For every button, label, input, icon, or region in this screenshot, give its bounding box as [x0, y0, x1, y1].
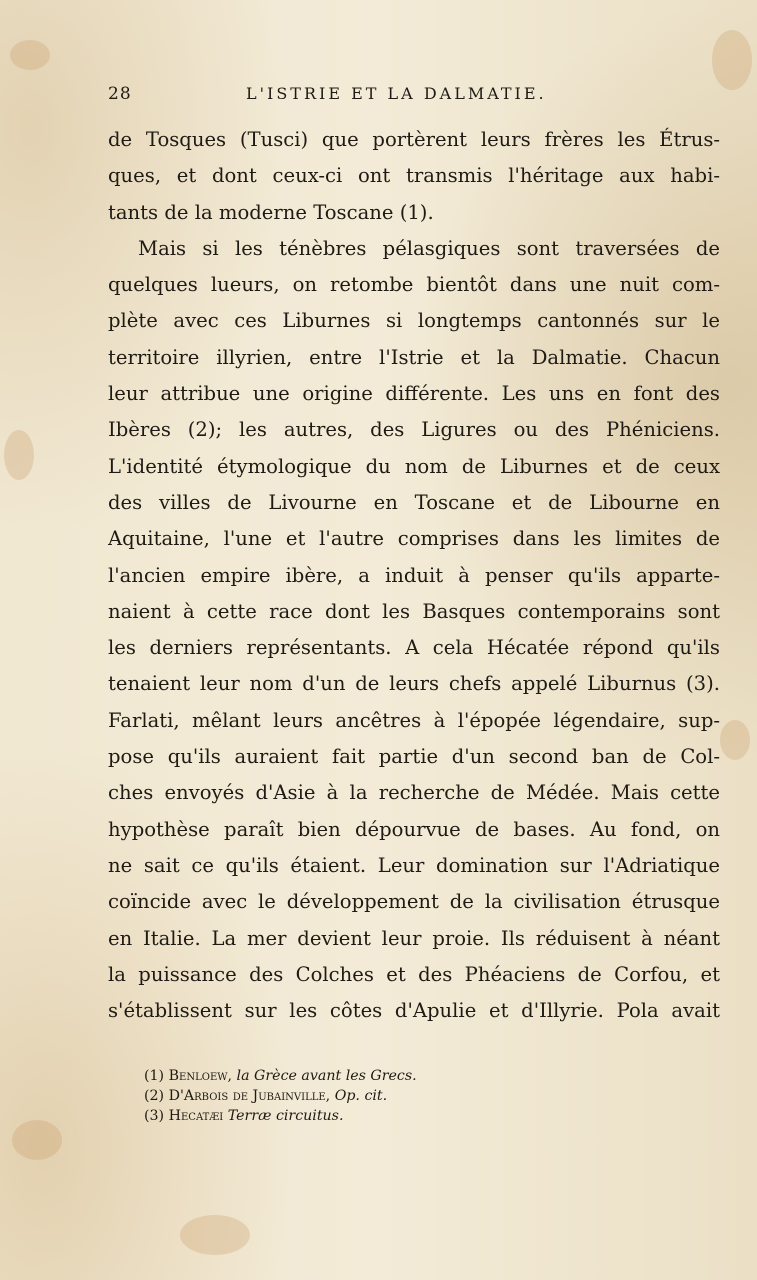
text-line: Mais si les ténèbres pélasgiques sont traversées de — [138, 236, 720, 260]
text-line: plète avec ces Liburnes si longtemps cantonnés sur le — [108, 309, 720, 333]
footnote-marker: (2) — [144, 1088, 165, 1104]
footnote-marker: (1) — [144, 1068, 165, 1084]
text-line: territoire illyrien, entre l'Istrie et la Dalmatie. Chacun — [108, 345, 720, 369]
footnote-author: D'Arbois de Jubainville, — [168, 1088, 331, 1104]
text-line: tenaient leur nom d'un de leurs chefs appelé Liburnus (3). — [108, 672, 720, 696]
text-line: Ibères (2); les autres, des Ligures ou des Phéniciens. — [108, 418, 720, 442]
footnote-author: Hecatæi — [168, 1108, 224, 1124]
text-line: hypothèse paraît bien dépourvue de bases. Au fond, on — [108, 817, 720, 841]
body-text — [108, 122, 720, 1029]
text-line: naient à cette race dont les Basques contemporains sont — [108, 599, 720, 623]
text-line: tants de la moderne Toscane (1). — [108, 200, 434, 224]
footnote — [144, 1066, 564, 1086]
text-line: coïncide avec le développement de la civilisation étrusque — [108, 890, 720, 914]
footnote-marker: (3) — [144, 1108, 165, 1124]
footnote — [144, 1086, 564, 1106]
foxing-stain — [180, 1215, 250, 1255]
text-line: l'ancien empire ibère, a induit à penser qu'ils apparte- — [108, 563, 720, 587]
footnote-work: Op. cit. — [334, 1088, 388, 1104]
text-line: leur attribue une origine différente. Les uns en font des — [108, 382, 720, 406]
text-line: Farlati, mêlant leurs ancêtres à l'épopée légendaire, sup- — [108, 708, 720, 732]
text-line: des villes de Livourne en Toscane et de Libourne en — [108, 490, 720, 514]
running-title: L'ISTRIE ET LA DALMATIE. — [246, 84, 547, 103]
text-line: ne sait ce qu'ils étaient. Leur domination sur l'Adriatique — [108, 853, 720, 877]
text-line: L'identité étymologique du nom de Liburnes et de ceux — [108, 454, 720, 478]
text-line: Aquitaine, l'une et l'autre comprises dans les limites de — [108, 527, 720, 551]
foxing-stain — [720, 720, 750, 760]
foxing-stain — [12, 1120, 62, 1160]
text-line: en Italie. La mer devient leur proie. Ils réduisent à néant — [108, 926, 720, 950]
footnote-author: Benloew, — [168, 1068, 233, 1084]
text-line: ques, et dont ceux-ci ont transmis l'héritage aux habi- — [108, 164, 720, 188]
running-head — [108, 84, 720, 110]
text-line: pose qu'ils auraient fait partie d'un second ban de Col- — [108, 745, 720, 769]
text-line: la puissance des Colches et des Phéaciens de Corfou, et — [108, 962, 720, 986]
foxing-stain — [10, 40, 50, 70]
foxing-stain — [712, 30, 752, 90]
footnote-work: la Grèce avant les Grecs. — [236, 1068, 417, 1084]
text-line: quelques lueurs, on retombe bientôt dans une nuit com- — [108, 273, 720, 297]
footnotes — [144, 1066, 564, 1126]
footnote — [144, 1106, 564, 1126]
text-line: s'établissent sur les côtes d'Apulie et d'Illyrie. Pola avait — [108, 999, 720, 1023]
foxing-stain — [4, 430, 34, 480]
footnote-work: Terræ circuitus. — [227, 1108, 344, 1124]
page-number: 28 — [108, 84, 132, 104]
text-line: de Tosques (Tusci) que portèrent leurs frères les Étrus- — [108, 128, 720, 151]
text-line: les derniers représentants. A cela Hécatée répond qu'ils — [108, 636, 720, 660]
text-line: ches envoyés d'Asie à la recherche de Médée. Mais cette — [108, 781, 720, 805]
